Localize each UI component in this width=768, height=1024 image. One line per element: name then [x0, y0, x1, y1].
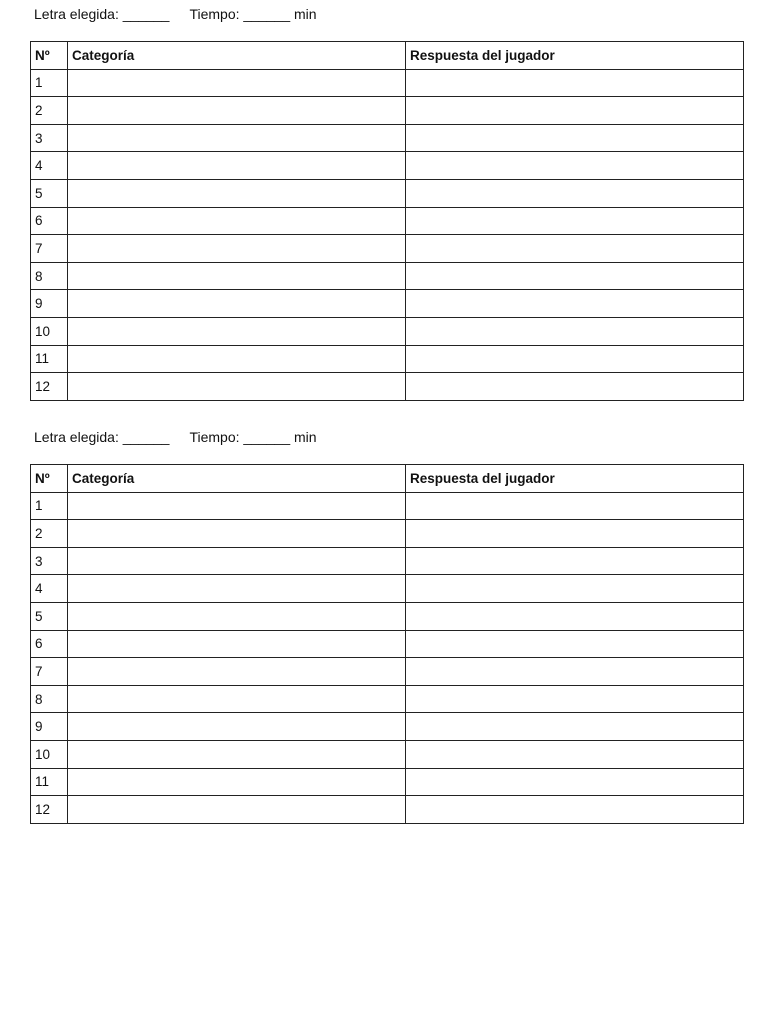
player-answer-cell[interactable]: [406, 290, 744, 318]
number-column-header: Nº: [31, 465, 68, 493]
game-sheet-1: [30, 0, 743, 394]
table-row: [31, 768, 744, 796]
row-number: 2: [31, 97, 68, 125]
category-cell[interactable]: [68, 179, 406, 207]
player-answer-cell[interactable]: [406, 207, 744, 235]
row-number: 5: [31, 602, 68, 630]
table-row: [31, 124, 744, 152]
table-header-row: [31, 42, 744, 70]
answers-table: [30, 41, 744, 401]
table-row: [31, 547, 744, 575]
table-row: [31, 630, 744, 658]
player-answer-cell[interactable]: [406, 520, 744, 548]
chosen-letter-label: Letra elegida: ______: [34, 6, 170, 22]
table-row: [31, 796, 744, 824]
category-cell[interactable]: [68, 547, 406, 575]
row-number: 12: [31, 373, 68, 401]
player-answer-cell[interactable]: [406, 317, 744, 345]
row-number: 7: [31, 658, 68, 686]
number-column-header: Nº: [31, 42, 68, 70]
table-row: [31, 740, 744, 768]
category-cell[interactable]: [68, 373, 406, 401]
category-column-header: Categoría: [68, 465, 406, 493]
row-number: 4: [31, 152, 68, 180]
table-body: [31, 492, 744, 823]
player-answer-cell[interactable]: [406, 685, 744, 713]
category-cell[interactable]: [68, 713, 406, 741]
table-row: [31, 520, 744, 548]
table-row: [31, 602, 744, 630]
category-cell[interactable]: [68, 492, 406, 520]
table-row: [31, 262, 744, 290]
category-cell[interactable]: [68, 768, 406, 796]
category-cell[interactable]: [68, 630, 406, 658]
player-answer-cell[interactable]: [406, 547, 744, 575]
chosen-letter-label: Letra elegida: ______: [34, 429, 170, 445]
category-cell[interactable]: [68, 575, 406, 603]
row-number: 6: [31, 207, 68, 235]
category-column-header: Categoría: [68, 42, 406, 70]
table-row: [31, 69, 744, 97]
row-number: 3: [31, 547, 68, 575]
category-cell[interactable]: [68, 317, 406, 345]
row-number: 12: [31, 796, 68, 824]
player-answer-column-header: Respuesta del jugador: [406, 465, 744, 493]
category-cell[interactable]: [68, 262, 406, 290]
player-answer-cell[interactable]: [406, 152, 744, 180]
time-label: Tiempo: ______ min: [189, 429, 317, 445]
player-answer-cell[interactable]: [406, 124, 744, 152]
table-row: [31, 575, 744, 603]
row-number: 10: [31, 317, 68, 345]
player-answer-cell[interactable]: [406, 373, 744, 401]
player-answer-cell[interactable]: [406, 768, 744, 796]
row-number: 11: [31, 768, 68, 796]
table-header-row: [31, 465, 744, 493]
player-answer-cell[interactable]: [406, 492, 744, 520]
category-cell[interactable]: [68, 97, 406, 125]
row-number: 1: [31, 492, 68, 520]
table-row: [31, 207, 744, 235]
player-answer-cell[interactable]: [406, 658, 744, 686]
row-number: 6: [31, 630, 68, 658]
category-cell[interactable]: [68, 235, 406, 263]
row-number: 11: [31, 345, 68, 373]
table-row: [31, 179, 744, 207]
player-answer-cell[interactable]: [406, 630, 744, 658]
row-number: 8: [31, 685, 68, 713]
category-cell[interactable]: [68, 658, 406, 686]
category-cell[interactable]: [68, 740, 406, 768]
sheet-header: [30, 423, 743, 451]
time-label: Tiempo: ______ min: [189, 6, 317, 22]
row-number: 2: [31, 520, 68, 548]
row-number: 1: [31, 69, 68, 97]
row-number: 8: [31, 262, 68, 290]
category-cell[interactable]: [68, 124, 406, 152]
answers-table: [30, 464, 744, 824]
table-row: [31, 290, 744, 318]
table-row: [31, 152, 744, 180]
player-answer-cell[interactable]: [406, 97, 744, 125]
player-answer-cell[interactable]: [406, 796, 744, 824]
table-row: [31, 685, 744, 713]
row-number: 7: [31, 235, 68, 263]
category-cell[interactable]: [68, 345, 406, 373]
player-answer-cell[interactable]: [406, 740, 744, 768]
player-answer-cell[interactable]: [406, 69, 744, 97]
player-answer-cell[interactable]: [406, 262, 744, 290]
game-sheet-2: [30, 423, 743, 817]
player-answer-cell[interactable]: [406, 235, 744, 263]
category-cell[interactable]: [68, 602, 406, 630]
row-number: 9: [31, 713, 68, 741]
player-answer-cell[interactable]: [406, 575, 744, 603]
player-answer-cell[interactable]: [406, 713, 744, 741]
row-number: 9: [31, 290, 68, 318]
table-row: [31, 373, 744, 401]
table-row: [31, 345, 744, 373]
player-answer-cell[interactable]: [406, 602, 744, 630]
table-row: [31, 713, 744, 741]
player-answer-cell[interactable]: [406, 345, 744, 373]
category-cell[interactable]: [68, 796, 406, 824]
table-body: [31, 69, 744, 400]
table-row: [31, 492, 744, 520]
row-number: 10: [31, 740, 68, 768]
category-cell[interactable]: [68, 207, 406, 235]
row-number: 4: [31, 575, 68, 603]
row-number: 5: [31, 179, 68, 207]
category-cell[interactable]: [68, 685, 406, 713]
table-row: [31, 235, 744, 263]
table-row: [31, 317, 744, 345]
player-answer-column-header: Respuesta del jugador: [406, 42, 744, 70]
table-row: [31, 658, 744, 686]
player-answer-cell[interactable]: [406, 179, 744, 207]
sheet-header: [30, 0, 743, 28]
row-number: 3: [31, 124, 68, 152]
category-cell[interactable]: [68, 152, 406, 180]
category-cell[interactable]: [68, 290, 406, 318]
table-row: [31, 97, 744, 125]
category-cell[interactable]: [68, 520, 406, 548]
category-cell[interactable]: [68, 69, 406, 97]
